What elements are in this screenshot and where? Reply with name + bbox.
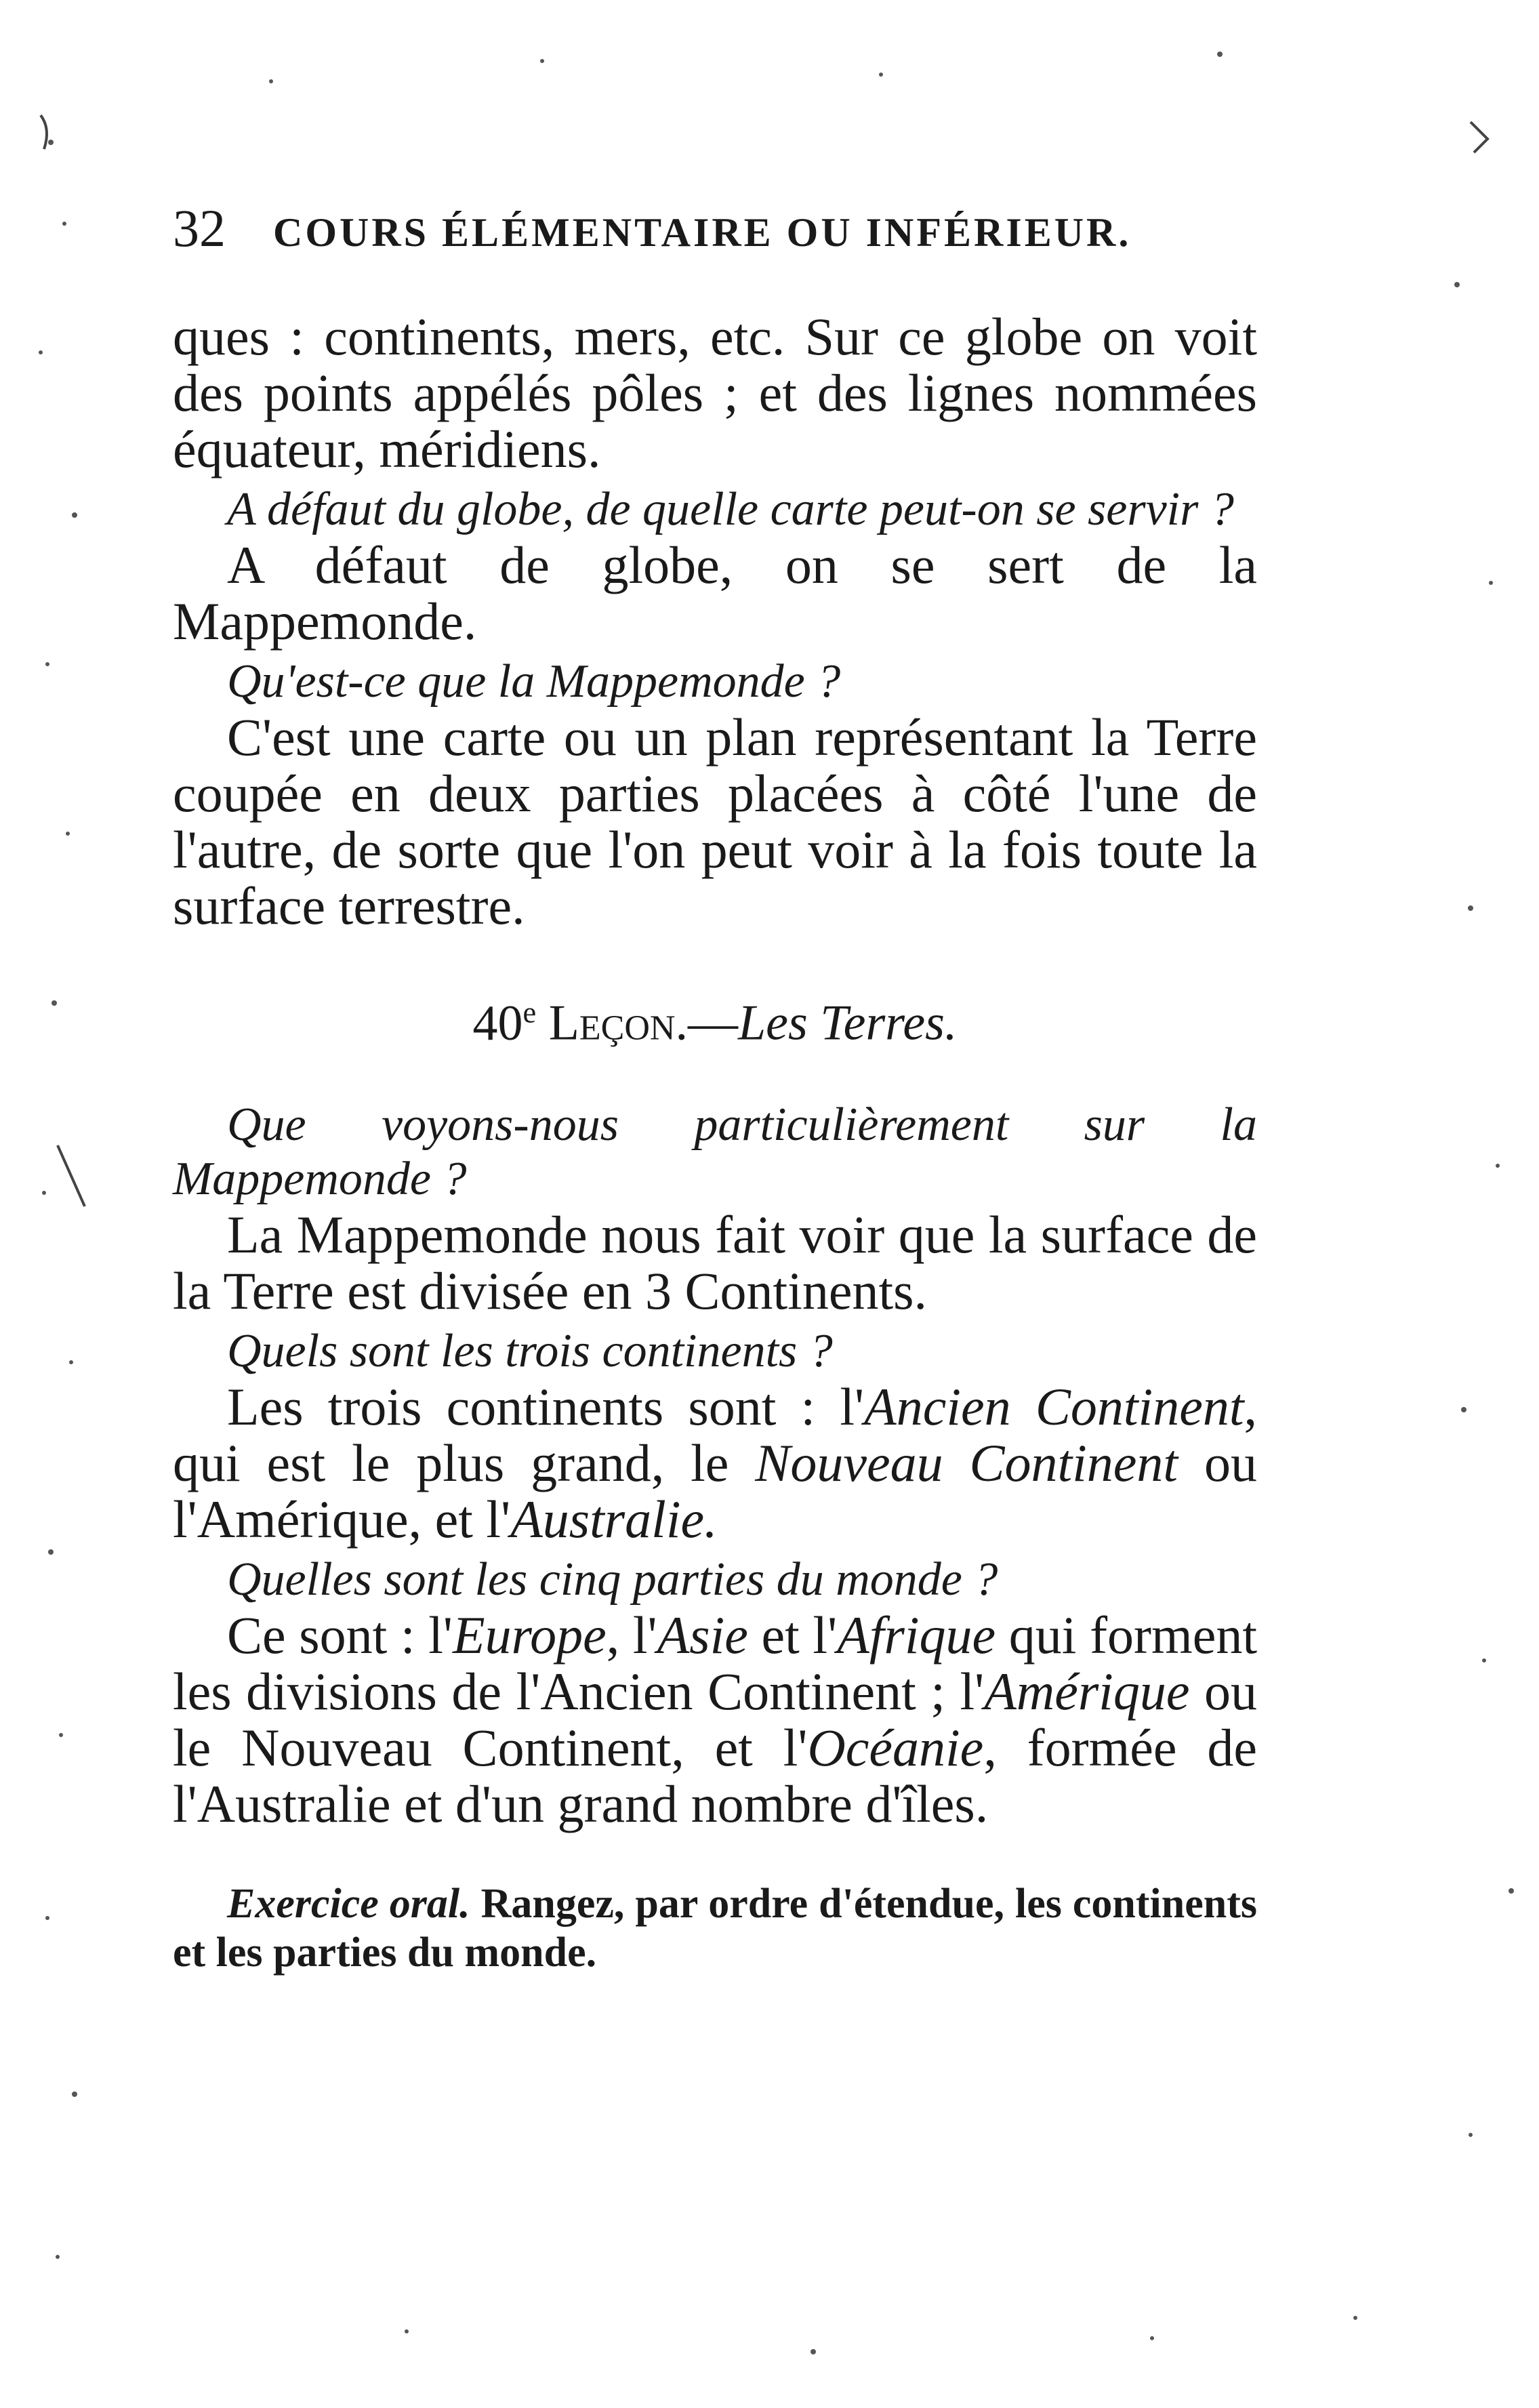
question-globe-substitute: A défaut du globe, de quelle carte peut-on se servir ?	[227, 483, 1234, 535]
question-particularly: Que voyons-nous particulièrement sur la Mappemonde ?	[173, 1098, 1257, 1205]
answer-mappemonde: C'est une carte ou un plan représentant la Terre coupée en deux parties placées à côté l'une de l'autre, de sorte que l'on peut voir à la fois toute la surface terrestre.	[173, 708, 1257, 935]
running-head: COURS ÉLÉMENTAIRE OU INFÉRIEUR.	[273, 210, 1132, 255]
answer-three-continents: Les trois continents sont : l'Ancien Continent, qui est le plus grand, le Nouveau Continent ou l'Amérique, et l'Australie.	[173, 1376, 1257, 1549]
question-three-continents: Quels sont les trois continents ?	[227, 1324, 833, 1377]
body-text	[173, 308, 1257, 1977]
paragraph-continuation: ques : continents, mers, etc. Sur ce globe on voit des points appélés pôles ; et des lignes nommées équateur, méridiens.	[173, 307, 1257, 478]
page-header	[173, 198, 1257, 272]
lesson-word: Leçon.—	[548, 995, 738, 1051]
question-five-parts: Quelles sont les cinq parties du monde ?	[227, 1553, 998, 1606]
exercise-text: Rangez, par ordre d'étendue, les continents et les parties du monde.	[173, 1880, 1257, 1976]
lesson-number-suffix: e	[522, 995, 537, 1029]
lesson-title: Les Terres.	[737, 995, 958, 1051]
lesson-heading	[173, 975, 1257, 1061]
lesson-number: 40	[472, 995, 523, 1051]
question-mappemonde: Qu'est-ce que la Mappemonde ?	[227, 655, 841, 708]
answer-five-parts: Ce sont : l'Europe, l'Asie et l'Afrique qui forment les divisions de l'Ancien Continent ; l'Amérique ou le Nouveau Continent, et l'Océanie, formée de l'Australie et d'un grand nombre d'îles.	[173, 1605, 1258, 1833]
page-number: 32	[173, 199, 226, 258]
oral-exercise	[173, 1879, 1257, 1977]
answer-particularly: La Mappemonde nous fait voir que la surface de la Terre est divisée en 3 Continents.	[173, 1204, 1257, 1320]
answer-globe-substitute: A défaut de globe, on se sert de la Mappemonde.	[173, 535, 1257, 651]
exercise-label: Exercice oral.	[227, 1880, 470, 1927]
